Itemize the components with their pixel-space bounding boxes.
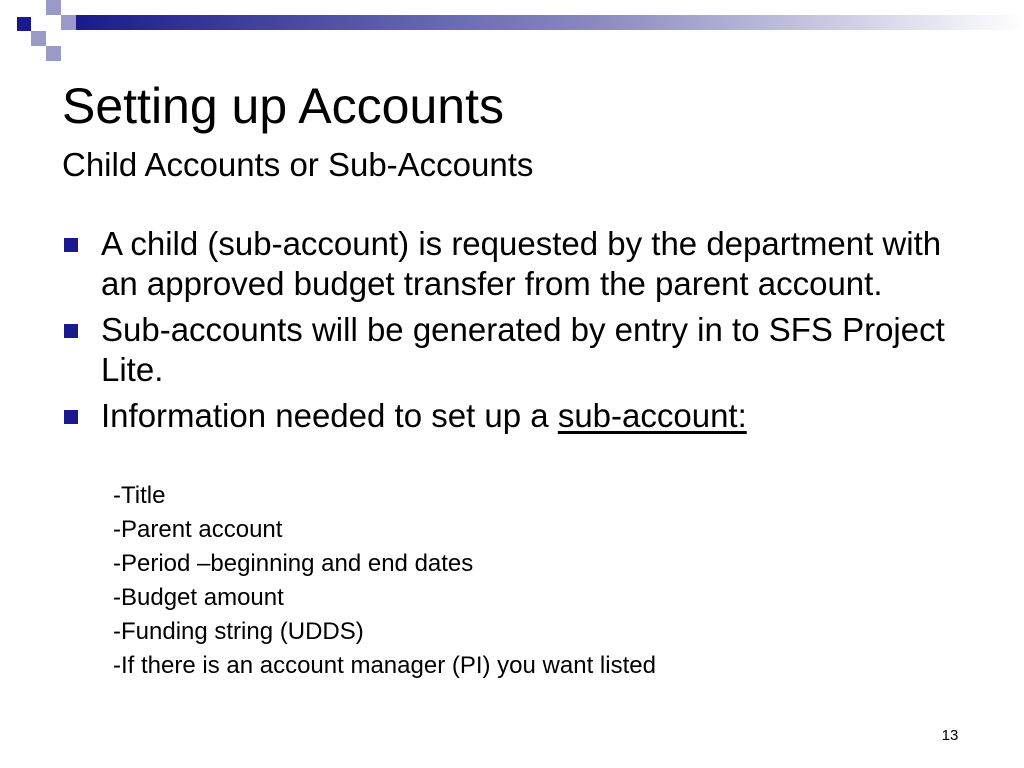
- sub-item-period: -Period –beginning and end dates: [113, 550, 474, 577]
- slide-subtitle: Child Accounts or Sub-Accounts: [62, 146, 534, 183]
- decor-square-light: [31, 31, 46, 46]
- header-gradient-bar: [76, 15, 1024, 30]
- bullet-text: Sub-accounts will be generated by entry in to SFS Project Lite.: [101, 311, 945, 388]
- sub-item-budget-amount: -Budget amount: [113, 584, 284, 611]
- sub-item-title: -Title: [113, 482, 166, 509]
- square-bullet-icon: [64, 324, 78, 338]
- square-bullet-icon: [64, 238, 78, 252]
- bullet-underlined-text: sub-account:: [557, 397, 747, 434]
- decor-square-dark: [17, 17, 31, 31]
- bullet-list: [62, 224, 962, 442]
- bullet-item: [62, 224, 962, 304]
- square-bullet-icon: [64, 410, 78, 424]
- bullet-item: [62, 310, 962, 390]
- bullet-text: A child (sub-account) is requested by the department with an approved budget transfer from the parent account.: [101, 225, 942, 302]
- decor-square-light: [46, 0, 61, 15]
- sub-item-funding-string: -Funding string (UDDS): [113, 618, 364, 645]
- sub-item-parent-account: -Parent account: [113, 516, 283, 543]
- header-decoration: [0, 0, 1024, 64]
- slide-title: Setting up Accounts: [62, 78, 504, 134]
- sub-account-info-list: [113, 479, 656, 683]
- sub-item-account-manager: -If there is an account manager (PI) you want listed: [113, 652, 656, 679]
- bullet-item: [62, 396, 962, 436]
- decor-square-light: [61, 15, 76, 30]
- bullet-text: Information needed to set up a: [101, 397, 558, 434]
- decor-square-light: [46, 46, 61, 61]
- page-number: 13: [941, 727, 959, 744]
